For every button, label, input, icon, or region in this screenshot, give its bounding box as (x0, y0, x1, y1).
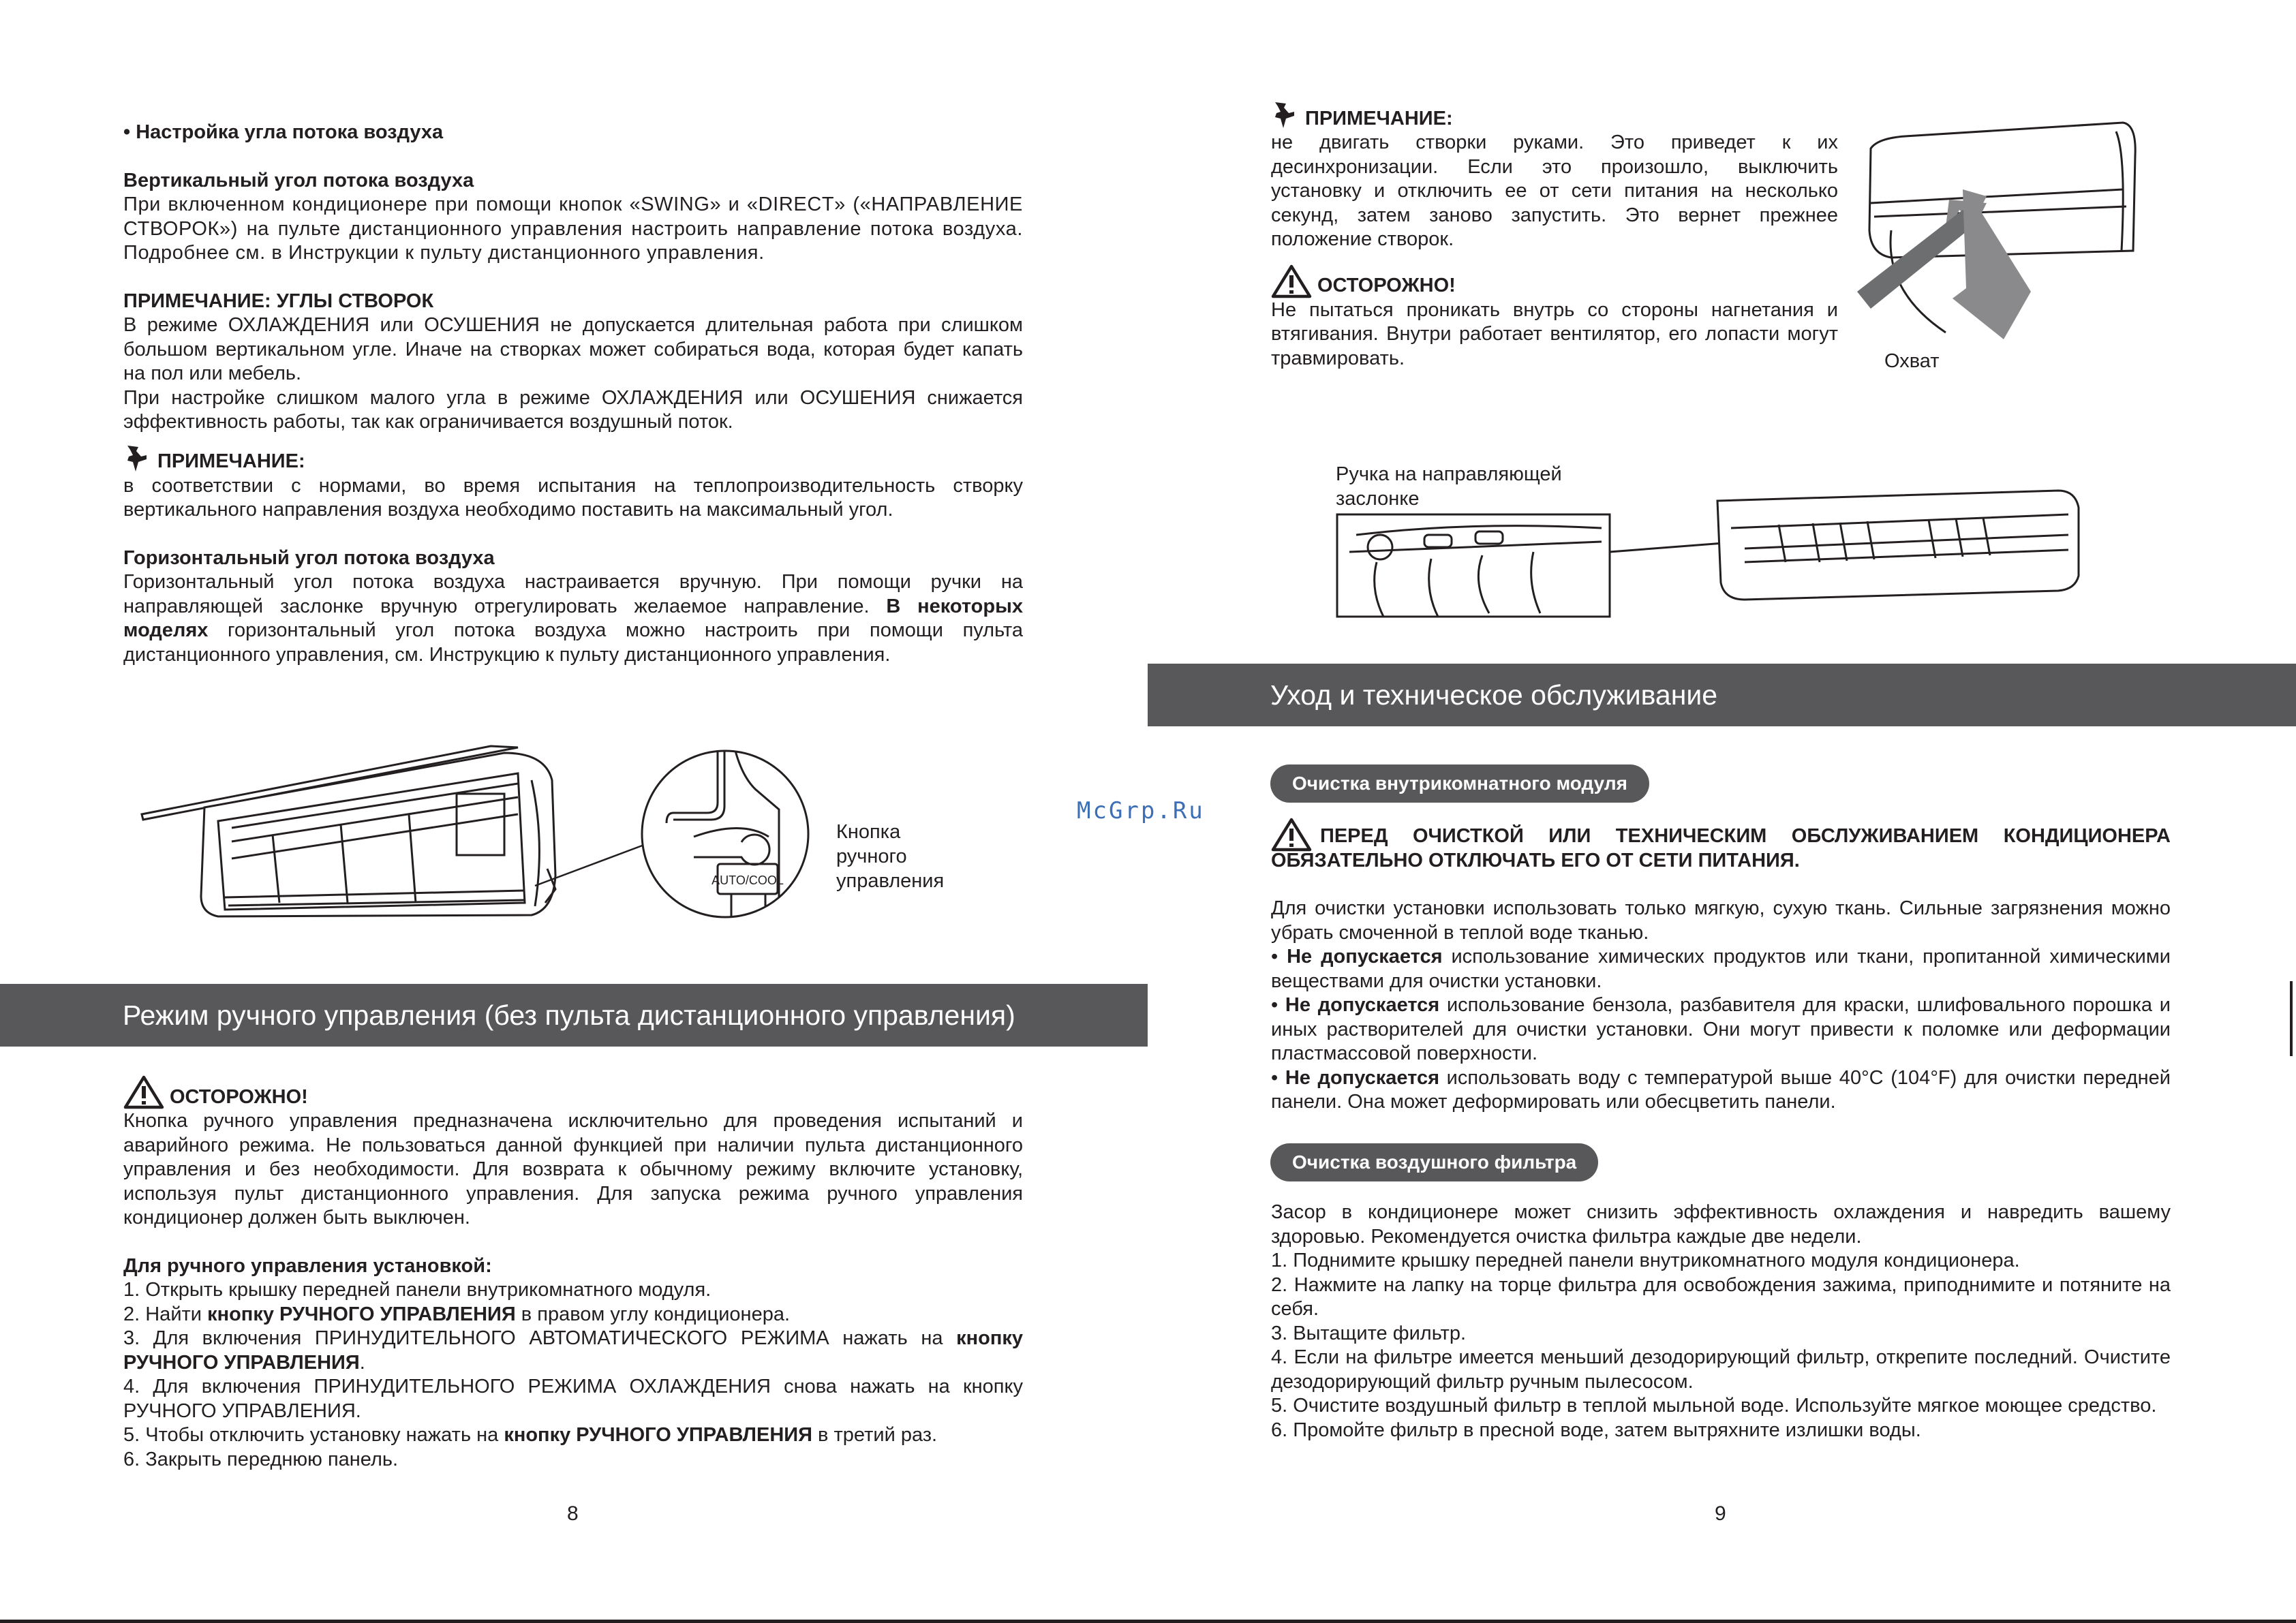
step-5-b: в третий раз. (812, 1424, 938, 1446)
left-manual-column (123, 1075, 1023, 1472)
manual-button-closeup (639, 748, 811, 920)
power-off-warning: ПЕРЕД ОЧИСТКОЙ ИЛИ ТЕХНИЧЕСКИМ ОБСЛУЖИВАНИЕМ КОНДИЦИОНЕРА ОБЯЗАТЕЛЬНО ОТКЛЮЧАТЬ ЕГО ОТ СЕТИ ПИТАНИЯ. (1271, 825, 2171, 871)
step-2-a: 2. Найти (123, 1303, 208, 1325)
bullet-2-text: использование бензола, разбавителя для краски, шлифовального порошка и иных растворителей для очистки установки. Они могут привести к поломке или деформации пластмассовой поверхности. (1271, 994, 2171, 1064)
filter-step-1: 1. Поднимите крышку передней панели внутрикомнатного модуля кондиционера. (1271, 1250, 2020, 1271)
bullet-1 (1271, 945, 2171, 993)
right-note-text: не двигать створки руками. Это приведет к их десинхронизации. Если это произошло, выключить установку и отключить ее от сети питания на несколько секунд, затем заново запустить. Это вернет прежнее положение створок. (1271, 132, 1838, 250)
grip-caption: Охват (1884, 350, 1940, 372)
note-text: в соответствии с нормами, во время испытания на теплопроизводительность створку вертикального направления воздуха необходимо поставить на максимальный угол. (123, 474, 1023, 521)
bullet-1-text: использование химических продуктов или ткани, пропитанной химическими веществами для очистки установки. (1271, 946, 2171, 992)
step-4: 4. Для включения ПРИНУДИТЕЛЬНОГО РЕЖИМА ОХЛАЖДЕНИЯ снова нажать на кнопку РУЧНОГО УПРАВЛЕНИЯ. (123, 1376, 1023, 1422)
filter-step-6: 6. Промойте фильтр в пресной воде, затем вытряхните излишки воды. (1271, 1419, 1921, 1441)
filter-step-3: 3. Вытащите фильтр. (1271, 1322, 1467, 1344)
button-callout-line (532, 838, 647, 893)
page-number-left: 8 (567, 1502, 579, 1525)
step-3-a: 3. Для включения ПРИНУДИТЕЛЬНОГО АВТОМАТИЧЕСКОГО РЕЖИМА нажать на (123, 1327, 957, 1349)
right-caution-title: ОСТОРОЖНО! (1317, 275, 1456, 296)
step-3-b: . (359, 1351, 365, 1374)
step-2 (123, 1303, 1023, 1327)
horizontal-text-b: горизонтальный угол потока воздуха можно настроить при помощи пульта дистанционного управления, см. Инструкцию к пульту дистанционного управления. (123, 619, 1023, 666)
manual-title: Для ручного управления установкой: (123, 1254, 492, 1277)
left-column (123, 121, 1023, 667)
step-6: 6. Закрыть переднюю панель. (123, 1448, 399, 1470)
warning-triangle-icon (123, 1075, 164, 1109)
horizontal-title: Горизонтальный угол потока воздуха (123, 546, 495, 569)
note-angles-text1: В режиме ОХЛАЖДЕНИЯ или ОСУШЕНИЯ не допускается длительная работа при слишком большом вертикальном угле. Иначе на створках может собираться вода, которая будет капать на пол или мебель. (123, 314, 1023, 384)
louver-handle-illustration (1336, 487, 2089, 620)
filter-step-4: 4. Если на фильтре имеется меньший дезодорирующий фильтр, открепите последний. Очистите дезодорирующий фильтр ручным пылесосом. (1271, 1346, 2171, 1393)
bullet-3 (1271, 1066, 2171, 1115)
horizontal-text (123, 570, 1023, 667)
step-1: 1. Открыть крышку передней панели внутрикомнатного модуля. (123, 1279, 711, 1301)
filter-intro: Засор в кондиционере может снизить эффективность охлаждения и навредить вашему здоровью. Рекомендуется очистка фильтра каждые две недели. (1271, 1201, 2171, 1248)
step-2-b: в правом углу кондиционера. (515, 1303, 791, 1325)
right-note-column (1271, 101, 1838, 371)
right-filter-column (1271, 1201, 2171, 1442)
watermark: McGrp.Ru (1077, 797, 1205, 824)
bottom-border-line (0, 1620, 2296, 1623)
clean-text: Для очистки установки использовать только мягкую, сухую ткань. Сильные загрязнения можно убрать смоченной в теплой воде тканью. (1271, 897, 2171, 944)
vertical-title: Вертикальный угол потока воздуха (123, 169, 474, 191)
right-caution-text: Не пытаться проникать внутрь со стороны нагнетания и втягивания. Внутри работает вентилятор, его лопасти могут травмировать. (1271, 298, 1838, 369)
button-caption: Кнопка ручного управления (836, 821, 945, 892)
warning-triangle-icon (1271, 264, 1312, 298)
horizontal-text-bold: В некоторых моделях (123, 595, 1023, 641)
caution-text: Кнопка ручного управления предназначена исключительно для проведения испытаний и аварийного режима. Не пользоваться данной функцией при наличии пульта дистанционного управления и без необходимости. Для возврата к обычному режиму включите установку, используя пульт дистанционного управления. Для запуска режима ручного управления кондиционер должен быть выключен. (123, 1110, 1023, 1228)
step-3 (123, 1327, 1023, 1375)
right-edge-mark (2290, 981, 2293, 1056)
horizontal-text-a: Горизонтальный угол потока воздуха настраивается вручную. При помощи ручки на направляющей заслонке вручную отрегулировать желаемое направление. (123, 571, 1023, 617)
pushpin-icon (123, 444, 152, 474)
bullet-2-bold: Не допускается (1285, 994, 1440, 1016)
airflow-title: • Настройка угла потока воздуха (123, 121, 444, 143)
right-care-column (1271, 818, 2171, 1115)
filter-step-2: 2. Нажмите на лапку на торце фильтра для освобождения зажима, приподнимите и потяните на себя. (1271, 1273, 2171, 1320)
page-number-right: 9 (1715, 1502, 1726, 1525)
manual-mode-section-bar (0, 984, 1148, 1047)
note-angles-text2: При настройке слишком малого угла в режиме ОХЛАЖДЕНИЯ или ОСУШЕНИЯ снижается эффективность работы, так как ограничивается воздушный поток. (123, 386, 1023, 433)
warning-triangle-icon (1271, 818, 1312, 852)
caution-title: ОСТОРОЖНО! (170, 1085, 308, 1108)
bullet-3-text: использовать воду с температурой выше 40°C (104°F) для очистки передней панели. Она может деформировать или обесцветить панели. (1271, 1066, 2171, 1113)
pushpin-icon (1271, 101, 1300, 131)
bullet-2 (1271, 993, 2171, 1066)
pill-indoor-cleaning: Очистка внутрикомнатного модуля (1270, 764, 1649, 803)
bullet-3-marker: • (1271, 1066, 1285, 1089)
bullet-2-marker: • (1271, 994, 1285, 1016)
note-angles-title: ПРИМЕЧАНИЕ: УГЛЫ СТВОРОК (123, 290, 434, 312)
bullet-1-marker: • (1271, 946, 1287, 968)
filter-step-5: 5. Очистите воздушный фильтр в теплой мыльной воде. Используйте мягкое моющее средство. (1271, 1395, 2157, 1417)
step-3-bold: кнопку РУЧНОГО УПРАВЛЕНИЯ (123, 1327, 1023, 1374)
care-section-bar (1148, 664, 2296, 726)
handle-caption: Ручка на направляющей заслонке (1336, 463, 1562, 510)
step-5-a: 5. Чтобы отключить установку нажать на (123, 1424, 504, 1446)
care-section-title: Уход и техническое обслуживание (1270, 679, 1718, 711)
unit-airflow-illustration (1850, 114, 2137, 360)
bullet-1-bold: Не допускается (1287, 946, 1443, 968)
bullet-3-bold: Не допускается (1285, 1066, 1439, 1089)
manual-mode-section-title: Режим ручного управления (без пульта дистанционного управления) (123, 1000, 1015, 1031)
step-2-bold: кнопку РУЧНОГО УПРАВЛЕНИЯ (207, 1303, 516, 1325)
right-note-title: ПРИМЕЧАНИЕ: (1305, 107, 1453, 129)
note-title: ПРИМЕЧАНИЕ: (157, 450, 305, 472)
pill-filter-cleaning: Очистка воздушного фильтра (1270, 1143, 1598, 1181)
step-5-bold: кнопку РУЧНОГО УПРАВЛЕНИЯ (504, 1424, 812, 1446)
vertical-text: При включенном кондиционере при помощи кнопок «SWING» и «DIRECT» («НАПРАВЛЕНИЕ СТВОРОК») на пульте дистанционного управления настроить направление потока воздуха. Подробнее см. в Инструкции к пульту дистанционного управления. (123, 194, 1023, 264)
step-5 (123, 1423, 1023, 1448)
auto-cool-label: AUTO/COOL (711, 874, 784, 887)
